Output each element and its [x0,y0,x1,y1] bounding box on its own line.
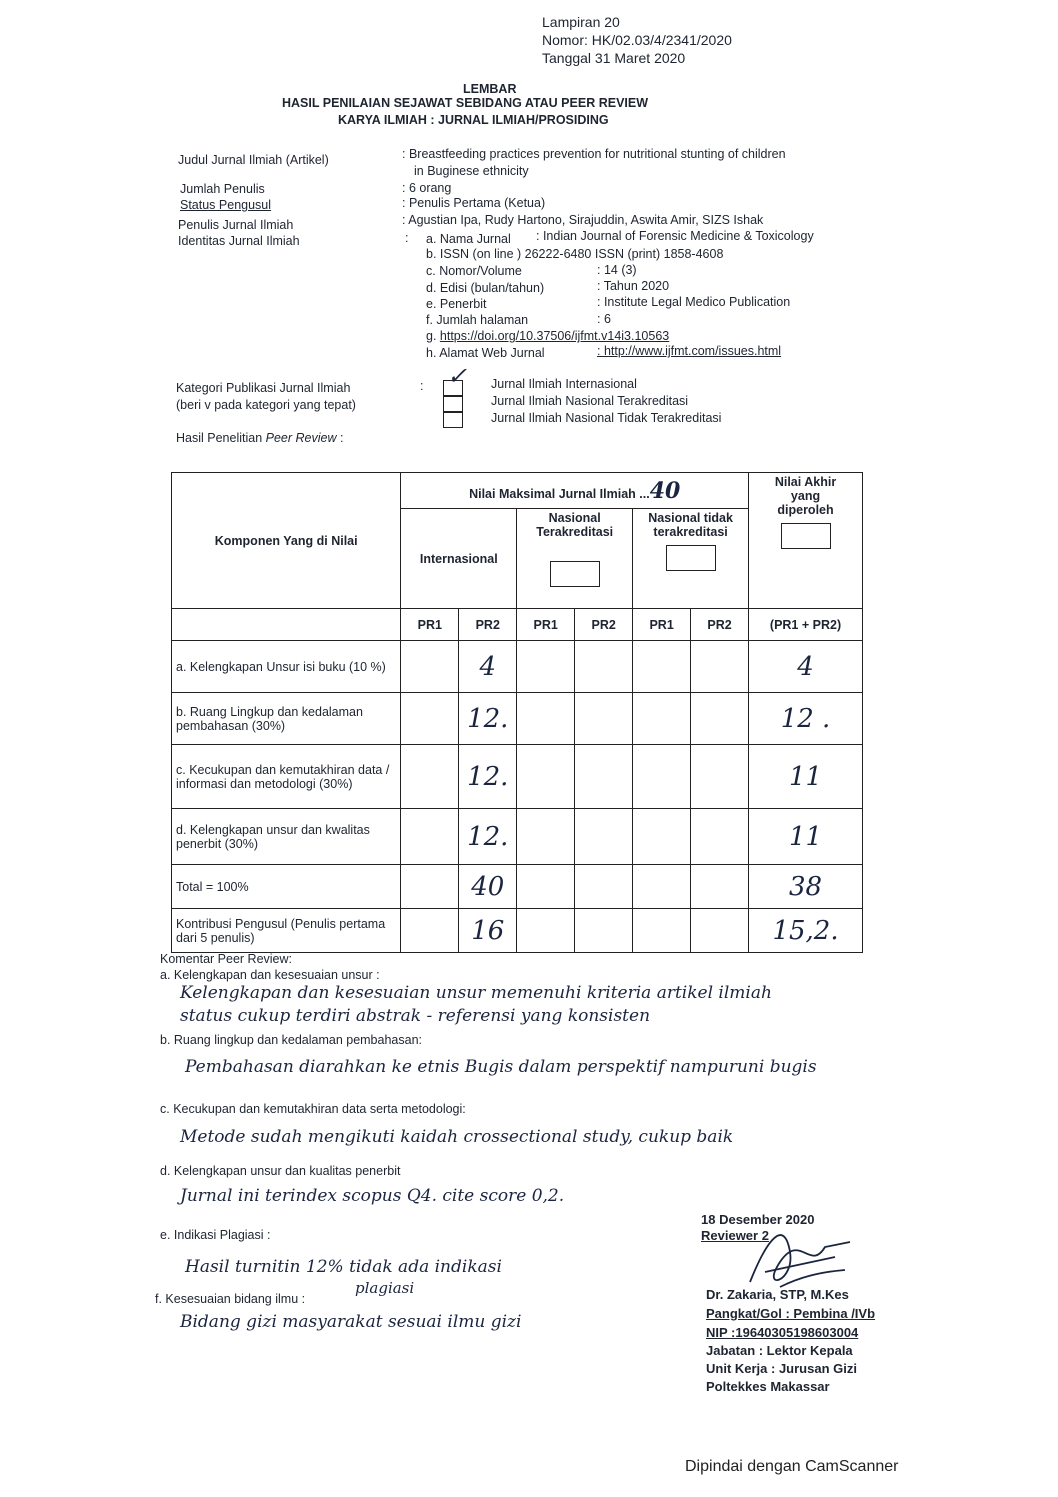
komentar-b-hw: Pembahasan diarahkan ke etnis Bugis dalam perspektif nampuruni bugis [185,1057,817,1077]
nas-ter-box [550,561,600,587]
issn-text: b. ISSN (on line ) 26222-6480 ISSN (print) 1858-4608 [426,247,724,261]
kategori-opt3: Jurnal Ilmiah Nasional Tidak Terakreditasi [491,411,722,425]
sign-jabatan: Jabatan : Lektor Kepala [706,1343,853,1358]
checkbox-nasional-tidak[interactable] [443,412,463,428]
pr2-header: PR2 [459,609,517,641]
jumlah-halaman-value: : 6 [597,312,611,326]
row-pr2: 40 [459,865,517,909]
alamat-web-label: h. Alamat Web Jurnal [426,346,545,360]
judul-value-2: in Buginese ethnicity [414,164,529,178]
judul-value: : Breastfeeding practices prevention for nutritional stunting of children [402,147,786,161]
nama-jurnal-label: a. Nama Jurnal [426,232,511,246]
row-pr2: 12. [459,693,517,745]
internasional-header: Internasional [401,509,517,609]
edisi-value: : Tahun 2020 [597,279,670,293]
alamat-web-link[interactable]: : http://www.ijfmt.com/issues.html [597,344,782,358]
row-akhir: 15,2. [749,909,863,953]
sign-pangkat: Pangkat/Gol : Pembina /IVb [706,1306,876,1321]
row-label: Kontribusi Pengusul (Penulis pertama dari 5 penulis) [172,909,401,953]
sign-nip: NIP :19640305198603004 [706,1325,859,1340]
komentar-f-label: f. Kesesuaian bidang ilmu : [155,1292,306,1306]
title-line2: HASIL PENILAIAN SEJAWAT SEBIDANG ATAU PEER REVIEW [282,96,649,110]
row-akhir: 12 . [749,693,863,745]
table-row [172,693,863,745]
sign-name: Dr. Zakaria, STP, M.Kes [706,1287,849,1302]
pr1-header: PR1 [517,609,575,641]
row-pr2: 12. [459,809,517,865]
identitas-label: Identitas Jurnal Ilmiah [178,234,300,248]
peer-review-table [171,472,863,953]
komentar-e-hw2: plagiasi [355,1279,415,1297]
pr1-header: PR1 [633,609,691,641]
row-label: c. Kecukupan dan kemutakhiran data / informasi dan metodologi (30%) [172,745,401,809]
nilai-akhir-header: Nilai Akhir yang diperoleh [749,473,863,609]
nas-ter-header: Nasional Terakreditasi [517,509,633,609]
nilai-maks-header: Nilai Maksimal Jurnal Ilmiah ...40 [401,473,749,509]
komentar-b-label: b. Ruang lingkup dan kedalaman pembahasan: [160,1033,422,1047]
row-pr2: 12. [459,745,517,809]
komentar-e-label: e. Indikasi Plagiasi : [160,1228,271,1242]
table-row [172,809,863,865]
komentar-c-hw: Metode sudah mengikuti kaidah crossectional study, cukup baik [180,1127,734,1147]
nilai-akhir-box [781,523,831,549]
table-row [172,641,863,693]
checkbox-nasional-terakreditasi[interactable] [443,396,463,412]
nomor-volume-value: : 14 (3) [597,263,637,277]
penulis-label: Penulis Jurnal Ilmiah [178,218,294,232]
table-row [172,745,863,809]
sign-reviewer: Reviewer 2 [701,1228,769,1243]
komentar-e-hw: Hasil turnitin 12% tidak ada indikasi [185,1257,502,1277]
jumlah-value: : 6 orang [402,181,452,195]
kategori-opt1: Jurnal Ilmiah Internasional [491,377,637,391]
row-label: Total = 100% [172,865,401,909]
komentar-c-label: c. Kecukupan dan kemutakhiran data serta metodologi: [160,1102,466,1116]
komentar-d-hw: Jurnal ini terindex scopus Q4. cite score 0,2. [180,1186,565,1206]
doi-link[interactable]: g. https://doi.org/10.37506/ijfmt.v14i3.10563 [426,329,670,343]
nomor-text: Nomor: HK/02.03/4/2341/2020 [542,32,732,48]
pr2-header: PR2 [691,609,749,641]
table-row [172,865,863,909]
pr2-header: PR2 [575,609,633,641]
komentar-title: Komentar Peer Review: [160,952,293,966]
penerbit-value: : Institute Legal Medico Publication [597,295,791,309]
komentar-a-hw1: Kelengkapan dan kesesuaian unsur memenuhi kriteria artikel ilmiah [180,983,772,1003]
kategori-opt2: Jurnal Ilmiah Nasional Terakreditasi [491,394,689,408]
kategori-hint: (beri v pada kategori yang tepat) [176,398,356,412]
kategori-label: Kategori Publikasi Jurnal Ilmiah [176,381,351,395]
row-akhir: 11 [749,745,863,809]
nama-jurnal-value: : Indian Journal of Forensic Medicine & Toxicology [536,229,814,243]
nas-tidak-box [666,545,716,571]
sign-date: 18 Desember 2020 [701,1212,815,1227]
jumlah-label: Jumlah Penulis [180,182,265,196]
camscanner-footer: Dipindai dengan CamScanner [685,1458,899,1475]
status-value: : Penulis Pertama (Ketua) [402,196,546,210]
penerbit-label: e. Penerbit [426,297,487,311]
nomor-volume-label: c. Nomor/Volume [426,264,522,278]
table-row [172,909,863,953]
kategori-colon: : [420,379,424,393]
row-pr2: 16 [459,909,517,953]
title-line1: LEMBAR [463,82,517,96]
row-label: a. Kelengkapan Unsur isi buku (10 %) [172,641,401,693]
edisi-label: d. Edisi (bulan/tahun) [426,281,545,295]
nas-tidak-header: Nasional tidak terakreditasi [633,509,749,609]
lampiran-text: Lampiran 20 [542,14,620,30]
row-akhir: 38 [749,865,863,909]
sign-unit: Unit Kerja : Jurusan Gizi [706,1361,857,1376]
tanggal-text: Tanggal 31 Maret 2020 [542,50,686,66]
komentar-f-hw: Bidang gizi masyarakat sesuai ilmu gizi [180,1312,522,1332]
judul-label: Judul Jurnal Ilmiah (Artikel) [178,153,329,167]
identitas-colon: : [405,231,409,245]
row-label: b. Ruang Lingkup dan kedalaman pembahasan (30%) [172,693,401,745]
row-pr2: 4 [459,641,517,693]
komentar-a-hw2: status cukup terdiri abstrak - referensi yang konsisten [180,1006,651,1026]
penulis-value: : Agustian Ipa, Rudy Hartono, Sirajuddin, Aswita Amir, SIZS Ishak [402,213,764,227]
hasil-label: Hasil Penelitian Peer Review : [176,431,344,445]
jumlah-halaman-label: f. Jumlah halaman [426,313,529,327]
row-akhir: 4 [749,641,863,693]
komponen-header: Komponen Yang di Nilai [172,473,401,609]
komentar-d-label: d. Kelengkapan unsur dan kualitas penerbit [160,1164,401,1178]
row-label: d. Kelengkapan unsur dan kwalitas penerbit (30%) [172,809,401,865]
sign-inst: Poltekkes Makassar [706,1379,830,1394]
status-label: Status Pengusul [180,198,272,212]
pr-sum-header: (PR1 + PR2) [749,609,863,641]
row-akhir: 11 [749,809,863,865]
komentar-a-label: a. Kelengkapan dan kesesuaian unsur : [160,968,380,982]
check-mark-icon: ✓ [447,362,468,390]
title-line3: KARYA ILMIAH : JURNAL ILMIAH/PROSIDING [338,113,609,127]
pr1-header: PR1 [401,609,459,641]
